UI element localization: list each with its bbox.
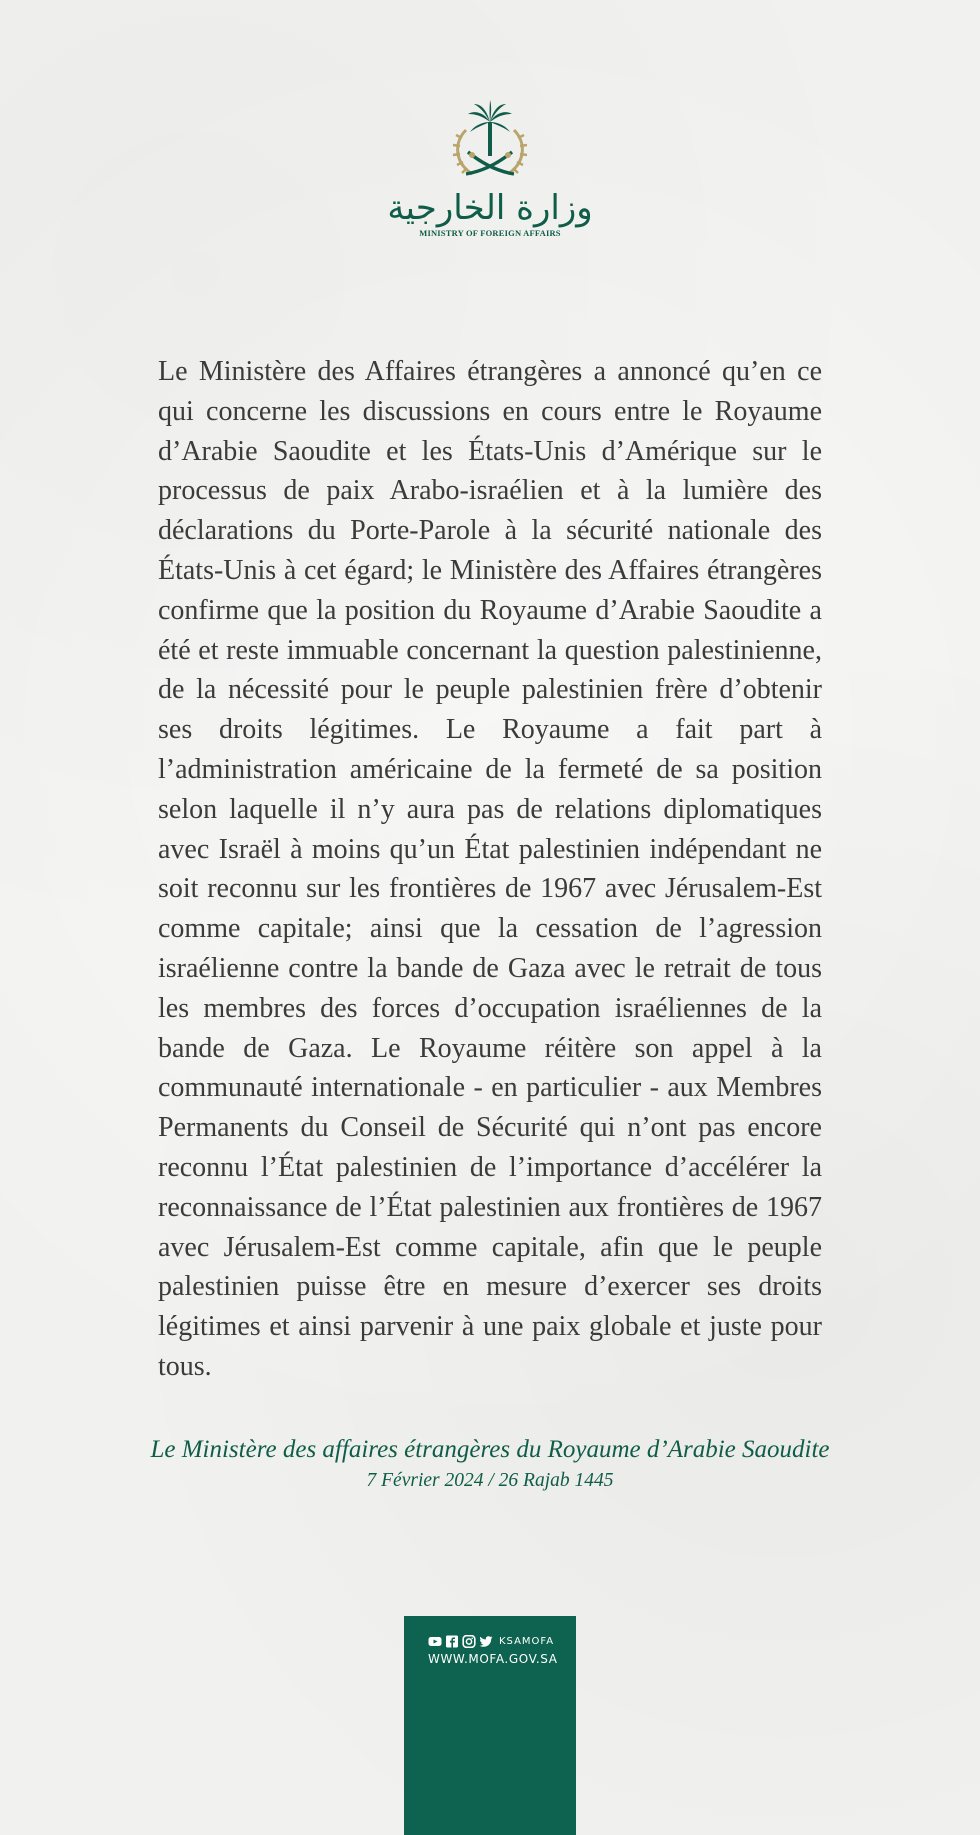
- twitter-icon[interactable]: [479, 1635, 493, 1648]
- palm-and-swords-emblem-icon: [444, 100, 536, 186]
- logo-english-text: MINISTRY OF FOREIGN AFFAIRS: [419, 228, 561, 238]
- logo-arabic-text: وزارة الخارجية: [387, 188, 593, 228]
- signature-date: 7 Février 2024 / 26 Rajab 1445: [366, 1470, 614, 1491]
- social-handle: KSAMOFA: [499, 1635, 555, 1647]
- ministry-logo: [0, 100, 980, 238]
- youtube-icon[interactable]: [428, 1635, 442, 1648]
- signature-block: [0, 1433, 980, 1495]
- website-link[interactable]: WWW.MOFA.GOV.SA: [428, 1652, 558, 1666]
- instagram-icon[interactable]: [462, 1635, 476, 1648]
- facebook-icon[interactable]: [445, 1635, 459, 1648]
- footer-tab: [404, 1616, 576, 1835]
- statement-body: Le Ministère des Affaires étrangères a annoncé qu’en ce qui concerne les discussions en cours entre le Royaume d’Arabie Saoudite et les États-Unis d’Amérique sur le processus de paix Arabo-israélien et à la lumière des déclarations du Porte-Parole à la sécurité nationale des États-Unis à cet égard; le Ministère des Affaires étrangères confirme que la position du Royaume d’Arabie Saoudite a été et reste immuable concernant la question palestinienne, de la nécessité pour le peuple palestinien frère d’obtenir ses droits légitimes. Le Royaume a fait part à l’administration américaine de la fermeté de sa position selon laquelle il n’y aura pas de relations diplomatiques avec Israël à moins qu’un État palestinien indépendant ne soit reconnu sur les frontières de 1967 avec Jérusalem-Est comme capitale; ainsi que la cessation de l’agression israélienne contre la bande de Gaza avec le retrait de tous les membres des forces d’occupation israéliennes de la bande de Gaza. Le Royaume réitère son appel à la communauté internationale - en particulier - aux Membres Permanents du Conseil de Sécurité qui n’ont pas encore reconnu l’État palestinien de l’importance d’accélérer la reconnaissance de l’État palestinien aux frontières de 1967 avec Jérusalem-Est comme capitale, afin que le peuple palestinien puisse être en mesure d’exercer ses droits légitimes et ainsi parvenir à une paix globale et juste pour tous.: [158, 356, 822, 1382]
- social-links: [428, 1633, 554, 1649]
- signature-name: Le Ministère des affaires étrangères du Royaume d’Arabie Saoudite: [150, 1436, 830, 1463]
